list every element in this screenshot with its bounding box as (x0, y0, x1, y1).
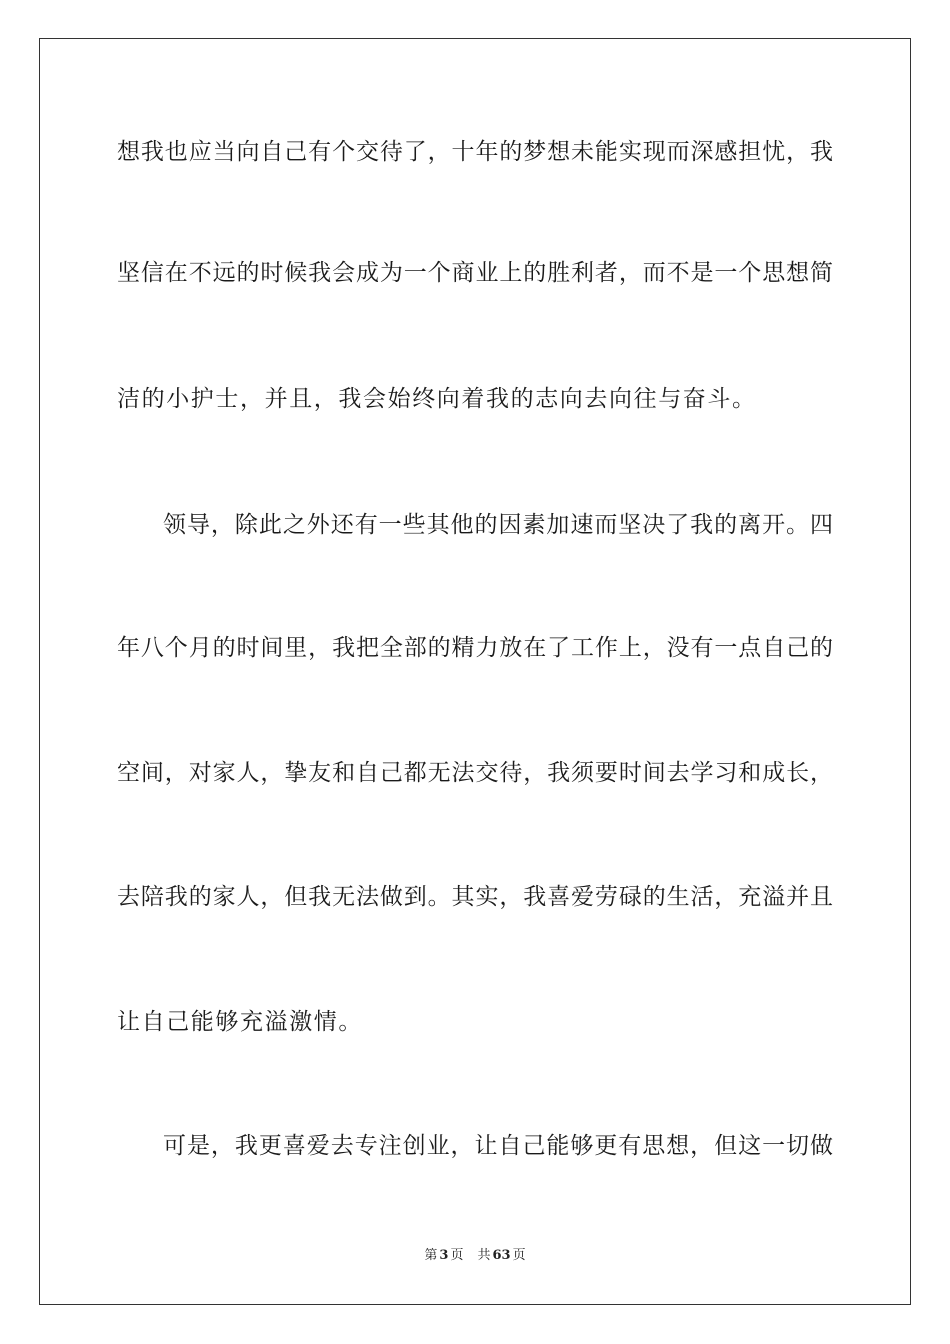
total-pages: 63 (492, 1248, 511, 1263)
body-text-line-8: 让自己能够充溢激情。 (117, 1009, 363, 1035)
body-text-line-7: 去陪我的家人，但我无法做到。其实，我喜爱劳碌的生活，充溢并且 (117, 884, 833, 910)
body-text-line-5: 年八个月的时间里，我把全部的精力放在了工作上，没有一点自己的 (117, 635, 833, 661)
body-text-line-1: 想我也应当向自己有个交待了，十年的梦想未能实现而深感担忧，我 (117, 139, 833, 165)
body-text-line-6: 空间，对家人，挚友和自己都无法交待，我须要时间去学习和成长， (117, 760, 833, 786)
body-text-line-4: 领导，除此之外还有一些其他的因素加速而坚决了我的离开。四 (163, 512, 833, 538)
total-prefix: 共 (477, 1248, 491, 1263)
body-text-line-2: 坚信在不远的时候我会成为一个商业上的胜利者，而不是一个思想简 (117, 260, 833, 286)
page-border (39, 38, 911, 1305)
total-unit: 页 (512, 1248, 526, 1263)
body-text-line-9: 可是，我更喜爱去专注创业，让自己能够更有思想，但这一切做 (163, 1133, 833, 1159)
page-prefix: 第 (424, 1248, 438, 1263)
body-text-line-3: 洁的小护士，并且，我会始终向着我的志向去向往与奋斗。 (117, 386, 757, 412)
page-number: 3 (439, 1248, 449, 1263)
page-unit: 页 (450, 1248, 464, 1263)
page-footer (0, 1247, 950, 1265)
